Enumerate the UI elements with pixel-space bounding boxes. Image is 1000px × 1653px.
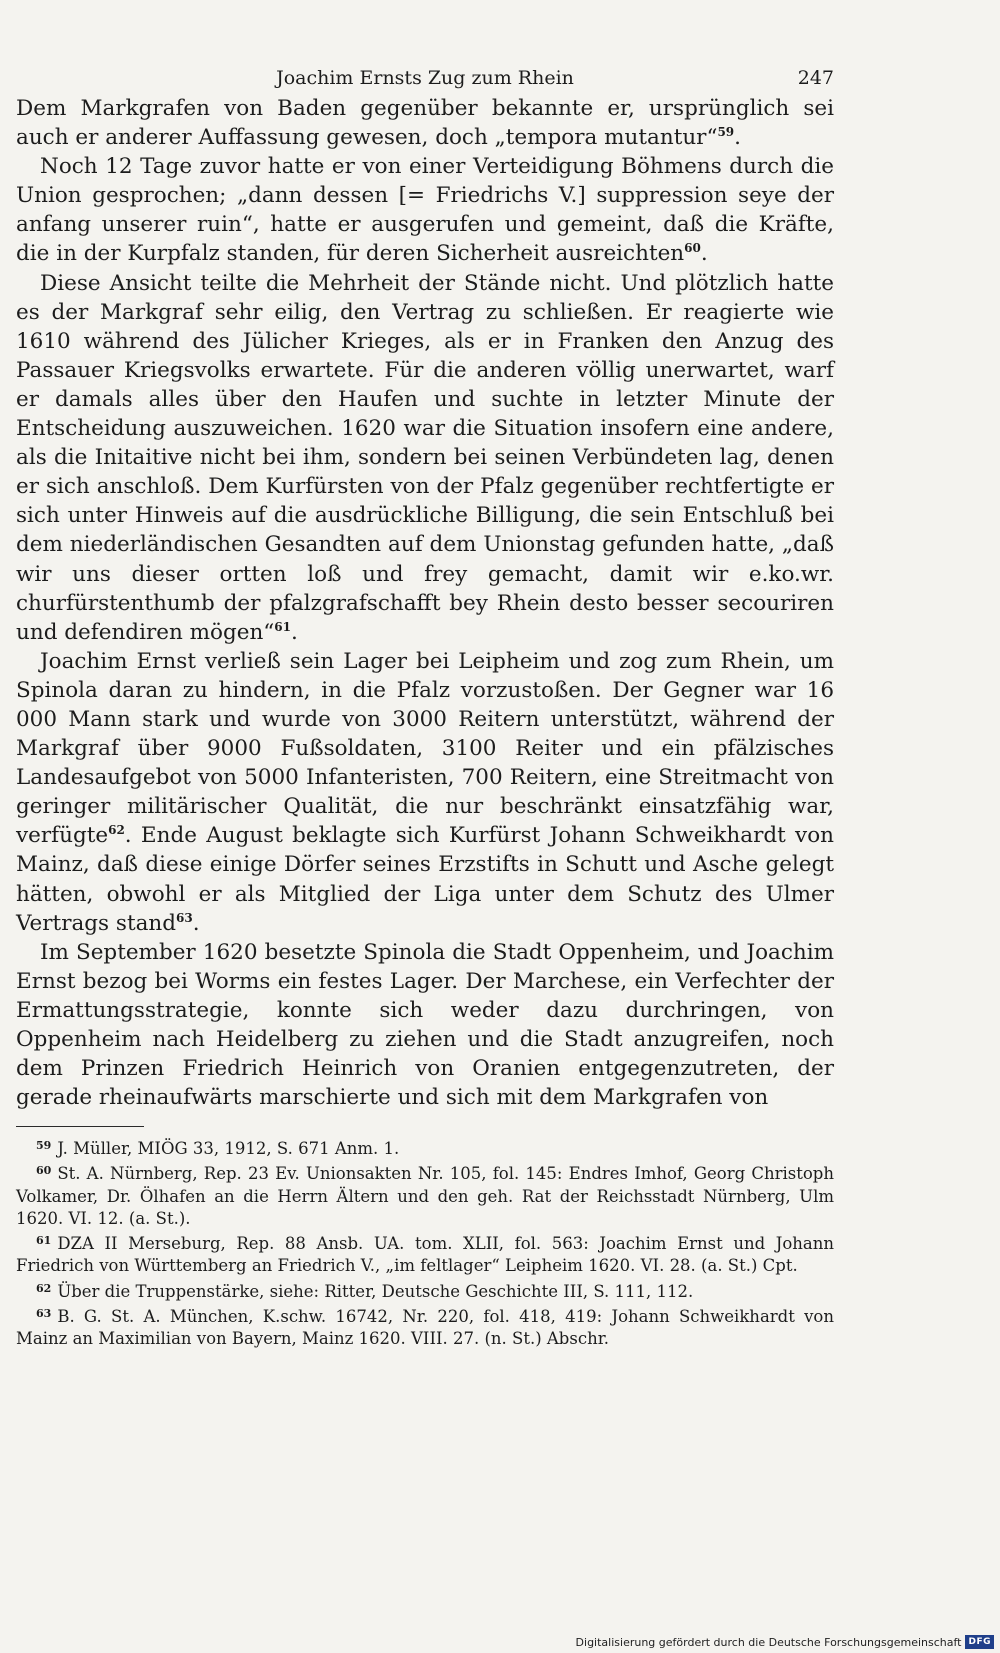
footnote <box>16 1135 834 1160</box>
running-title: Joachim Ernsts Zug zum Rhein <box>276 67 574 89</box>
footer-text: Digitalisierung gefördert durch die Deutsche Forschungsgemeinschaft <box>575 1635 962 1649</box>
footnote-text: St. A. Nürnberg, Rep. 23 Ev. Unionsakten Nr. 105, fol. 145: Endres Imhof, Georg Christoph Volkamer, Dr. Ölhafen an die Herrn Ältern und den geh. Rat der Reichsstadt Nürnberg, Ulm 1620. VI. 12. (a. St.). <box>16 1164 834 1228</box>
paragraph <box>16 647 834 938</box>
paragraph-text: Dem Markgrafen von Baden gegenüber bekannte er, ursprünglich sei auch er anderer Auffassung gewesen, doch „tempora mutantur“ <box>16 96 834 151</box>
footnote-text: Über die Truppenstärke, siehe: Ritter, Deutsche Geschichte III, S. 111, 112. <box>57 1281 694 1301</box>
paragraph <box>16 269 834 647</box>
body-text <box>16 94 834 1112</box>
footnote-reference: 59 <box>717 125 735 140</box>
footnote-number: 61 <box>36 1234 52 1248</box>
paragraph-text: . <box>192 910 200 936</box>
paragraph <box>16 152 834 268</box>
footnote-text: B. G. St. A. München, K.schw. 16742, Nr. 220, fol. 418, 419: Johann Schweikhardt von Mainz an Maximilian von Bayern, Mainz 1620. VIII. 27. (n. St.) Abschr. <box>16 1306 834 1348</box>
footnote-number: 60 <box>36 1164 52 1178</box>
paragraph-text: . <box>291 619 298 645</box>
dfg-footer <box>576 1635 994 1649</box>
paragraph-text: Im September 1620 besetzte Spinola die Stadt Oppenheim, und Joachim Ernst bezog bei Worms ein festes Lager. Der Marchese, ein Verfechter der Ermattungsstrategie, konnte sich weder dazu durchringen, von Oppenheim nach Heidelberg zu ziehen und die Stadt anzugreifen, noch dem Prinzen Friedrich Heinrich von Oranien entgegenzutreten, der gerade rheinaufwärts marschierte und sich mit dem Markgrafen von <box>16 939 834 1111</box>
paragraph <box>16 938 834 1113</box>
footnote-reference: 63 <box>176 910 193 925</box>
footnote <box>16 1160 834 1230</box>
footnote-number: 59 <box>36 1139 52 1153</box>
footnote <box>16 1303 834 1350</box>
paragraph <box>16 94 834 152</box>
footnote-reference: 62 <box>108 823 125 838</box>
paragraph-text: Joachim Ernst verließ sein Lager bei Leipheim und zog zum Rhein, um Spinola daran zu hindern, in die Pfalz vorzustoßen. Der Gegner war 16 000 Mann stark und wurde von 3000 Reitern unterstützt, während der Markgraf über 9000 Fußsoldaten, 3100 Reiter und ein pfälzisches Landesaufgebot von 5000 Infanteristen, 700 Reitern, eine Streitmacht von geringer militärischer Qualität, die nur beschränkt einsatzfähig war, verfügte <box>16 648 834 849</box>
paragraph-text: Noch 12 Tage zuvor hatte er von einer Verteidigung Böhmens durch die Union gesprochen; „dann dessen [= Friedrichs V.] suppression seye der anfang unserer ruin“, hatte er ausgerufen und gemeint, daß die Kräfte, die in der Kurpfalz standen, für deren Sicherheit ausreichten <box>16 154 834 267</box>
footnote-reference: 60 <box>684 241 701 256</box>
dfg-logo-icon: DFG <box>965 1635 994 1649</box>
page-number: 247 <box>797 67 834 89</box>
paragraph-text: Diese Ansicht teilte die Mehrheit der Stände nicht. Und plötzlich hatte es der Markgraf sehr eilig, den Vertrag zu schließen. Er reagierte wie 1610 während des Jülicher Krieges, als er in Franken den Anzug des Passauer Kriegsvolks erwartete. Für die anderen völlig unerwartet, warf er damals alles über den Haufen und suchte in letzter Minute der Entscheidung auszuweichen. 1620 war die Situation insofern eine andere, als die Initaitive nicht bei ihm, sondern bei seinen Verbündeten lag, denen er sich anschloß. Dem Kurfürsten von der Pfalz gegenüber rechtfertigte er sich unter Hinweis auf die ausdrückliche Billigung, die sein Entschluß bei dem niederländischen Gesandten auf dem Unionstag gefunden hatte, „daß wir uns dieser ortten loß und frey gemacht, damit wir e.ko.wr. churfürstenthumb der pfalzgrafschafft bey Rhein desto besser secouriren und defendiren mögen“ <box>16 270 834 645</box>
footnote-rule <box>16 1126 144 1127</box>
footnote-number: 62 <box>36 1281 52 1295</box>
page-header <box>16 62 834 94</box>
footnote-text: DZA II Merseburg, Rep. 88 Ansb. UA. tom. XLII, fol. 563: Joachim Ernst und Johann Friedrich von Württemberg an Friedrich V., „im feltlager“ Leipheim 1620. VI. 28. (a. St.) Cpt. <box>16 1234 834 1276</box>
footnotes <box>16 1135 834 1350</box>
footnote <box>16 1278 834 1303</box>
footnote-number: 63 <box>36 1306 52 1320</box>
footnote-reference: 61 <box>274 619 291 634</box>
footnote <box>16 1230 834 1277</box>
page <box>16 62 834 1350</box>
paragraph-text: . Ende August beklagte sich Kurfürst Johann Schweikhardt von Mainz, daß diese einige Dörfer seines Erzstifts in Schutt und Asche gelegt hätten, obwohl er als Mitglied der Liga unter dem Schutz des Ulmer Vertrags stand <box>16 823 834 936</box>
paragraph-text: . <box>734 125 741 151</box>
paragraph-text: . <box>700 241 708 267</box>
footnote-text: J. Müller, MIÖG 33, 1912, S. 671 Anm. 1. <box>57 1139 400 1159</box>
